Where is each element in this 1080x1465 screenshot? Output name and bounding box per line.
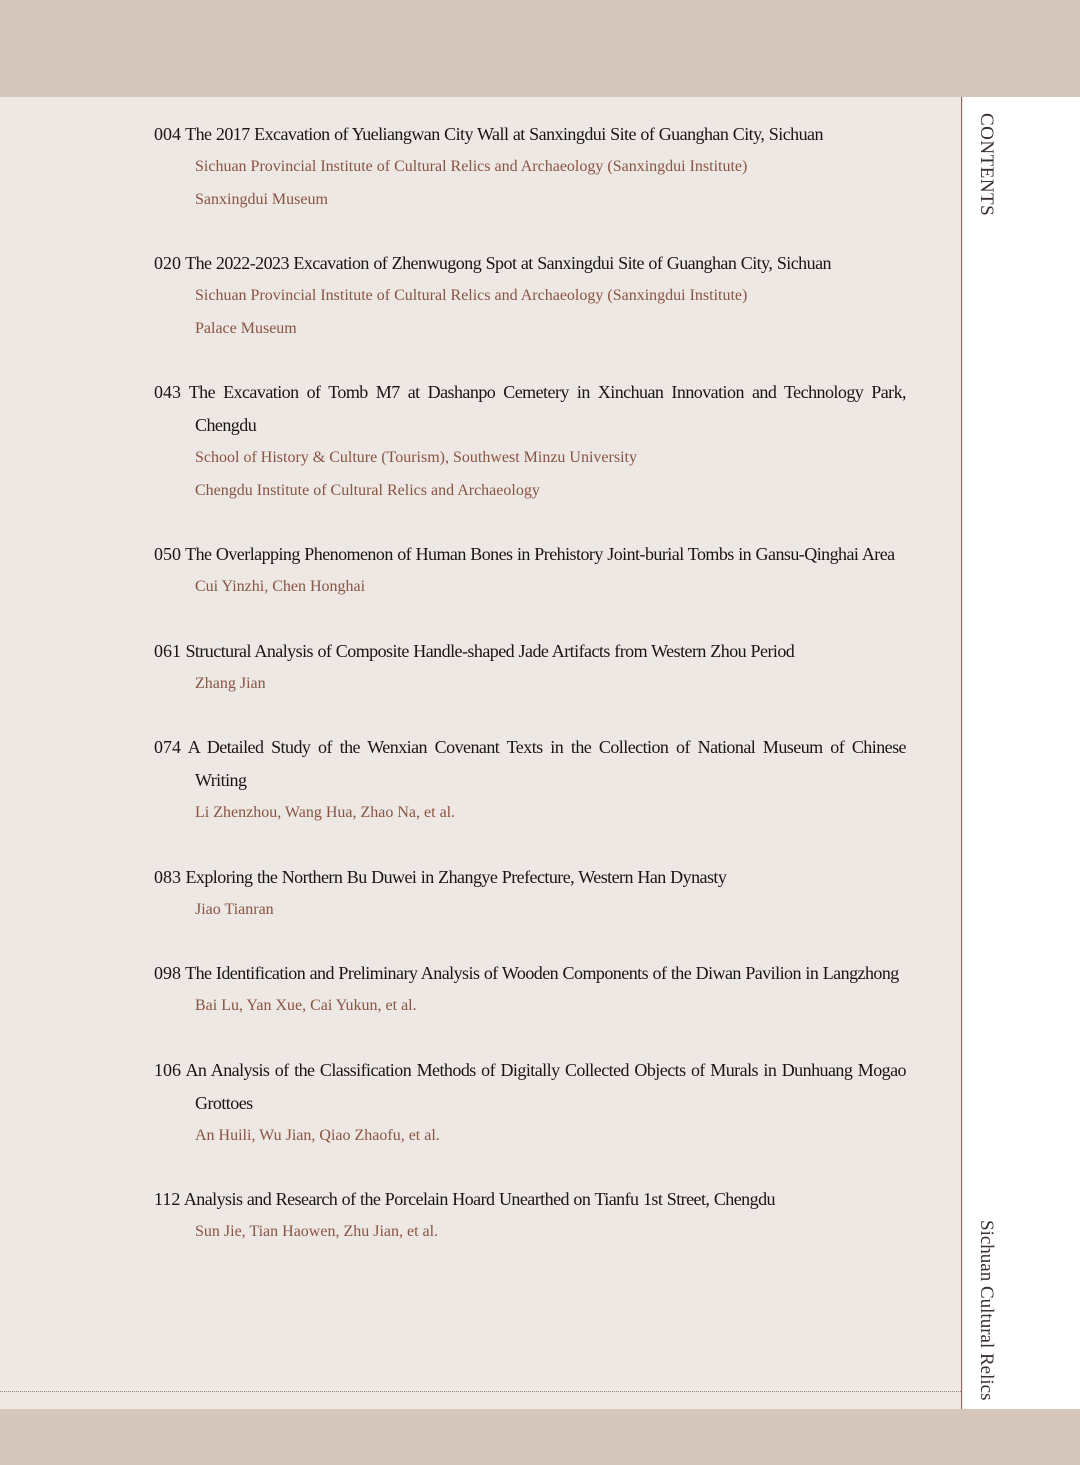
author-names: Li Zhenzhou, Wang Hua, Zhao Na, et al. — [195, 804, 456, 821]
author-affiliation: Sichuan Provincial Institute of Cultural Relics and Archaeology (Sanxingdui Institute) — [195, 158, 748, 175]
entry-authors — [154, 990, 906, 1023]
table-of-contents — [154, 118, 906, 1249]
author-affiliation: Palace Museum — [195, 319, 297, 337]
author-names: Sun Jie, Tian Haowen, Zhu Jian, et al. — [195, 1223, 439, 1240]
article-title[interactable]: The 2017 Excavation of Yueliangwan City Wall at Sanxingdui Site of Guanghan City, Sichuan — [185, 124, 823, 144]
entry-title-line — [154, 861, 906, 894]
toc-entry[interactable] — [154, 861, 906, 927]
toc-entry[interactable] — [154, 635, 906, 701]
page-number: 074 — [154, 737, 181, 757]
page-number: 106 — [154, 1059, 181, 1080]
toc-entry[interactable] — [154, 247, 906, 345]
article-title[interactable]: The Identification and Preliminary Analysis of Wooden Components of the Diwan Pavilion in Langzhong — [185, 963, 899, 983]
author-names: An Huili, Wu Jian, Qiao Zhaofu, et al. — [195, 1126, 440, 1144]
page-number: 020 — [154, 253, 181, 273]
entry-title-line — [154, 538, 906, 571]
toc-entry[interactable] — [154, 118, 906, 216]
toc-entry[interactable] — [154, 957, 906, 1023]
dotted-footer-rule — [0, 1391, 961, 1392]
page-number: 083 — [154, 866, 181, 887]
page-number: 043 — [154, 382, 181, 402]
page-number: 112 — [154, 1189, 181, 1209]
entry-title-line — [154, 957, 906, 990]
article-title[interactable]: The 2022-2023 Excavation of Zhenwugong Spot at Sanxingdui Site of Guanghan City, Sichuan — [185, 253, 831, 273]
entry-authors — [154, 442, 906, 507]
author-names: Zhang Jian — [195, 674, 266, 692]
page-number: 061 — [154, 640, 181, 661]
author-affiliation: Sanxingdui Museum — [195, 190, 328, 208]
vertical-divider — [961, 97, 962, 1465]
entry-title-line — [154, 731, 906, 797]
toc-entry[interactable] — [154, 1183, 906, 1249]
entry-title-line — [154, 118, 906, 151]
author-affiliation: School of History & Culture (Tourism), Southwest Minzu University — [195, 449, 637, 466]
contents-label: CONTENTS — [976, 113, 997, 217]
article-title[interactable]: The Overlapping Phenomenon of Human Bones in Prehistory Joint-burial Tombs in Gansu-Qinghai Area — [185, 544, 895, 564]
entry-title-line — [154, 635, 906, 668]
author-affiliation: Chengdu Institute of Cultural Relics and Archaeology — [195, 481, 540, 499]
entry-authors — [154, 894, 906, 927]
article-title[interactable]: Structural Analysis of Composite Handle-shaped Jade Artifacts from Western Zhou Period — [185, 640, 795, 661]
author-names: Bai Lu, Yan Xue, Cai Yukun, et al. — [195, 997, 417, 1014]
article-title[interactable]: An Analysis of the Classification Methods of Digitally Collected Objects of Murals in Dunhuang Mogao Grottoes — [185, 1059, 906, 1113]
article-title[interactable]: A Detailed Study of the Wenxian Covenant Texts in the Collection of National Museum of Chinese Writing — [187, 737, 906, 790]
author-names: Jiao Tianran — [195, 900, 274, 918]
page-number: 004 — [154, 124, 181, 144]
entry-authors — [154, 280, 906, 345]
journal-name-label: Sichuan Cultural Relics — [976, 1220, 997, 1401]
entry-authors — [154, 1120, 906, 1153]
bottom-band — [0, 1409, 1080, 1465]
entry-authors — [154, 1216, 906, 1249]
entry-title-line — [154, 376, 906, 442]
article-title[interactable]: Exploring the Northern Bu Duwei in Zhangye Prefecture, Western Han Dynasty — [185, 866, 727, 887]
entry-authors — [154, 151, 906, 216]
page-number: 098 — [154, 963, 181, 983]
entry-title-line — [154, 1183, 906, 1216]
top-band — [0, 0, 1080, 97]
page-number: 050 — [154, 544, 181, 564]
toc-entry[interactable] — [154, 1054, 906, 1153]
entry-title-line — [154, 247, 906, 280]
author-affiliation: Sichuan Provincial Institute of Cultural Relics and Archaeology (Sanxingdui Institute) — [195, 287, 748, 304]
toc-entry[interactable] — [154, 538, 906, 604]
author-names: Cui Yinzhi, Chen Honghai — [195, 578, 366, 595]
entry-authors — [154, 571, 906, 604]
entry-title-line — [154, 1054, 906, 1120]
toc-entry[interactable] — [154, 731, 906, 830]
toc-entry[interactable] — [154, 376, 906, 507]
entry-authors — [154, 668, 906, 701]
article-title[interactable]: The Excavation of Tomb M7 at Dashanpo Cemetery in Xinchuan Innovation and Technology Park, Chengdu — [188, 382, 906, 435]
right-side-panel — [963, 97, 1080, 1409]
article-title[interactable]: Analysis and Research of the Porcelain Hoard Unearthed on Tianfu 1st Street, Chengdu — [183, 1189, 775, 1209]
entry-authors — [154, 797, 906, 830]
